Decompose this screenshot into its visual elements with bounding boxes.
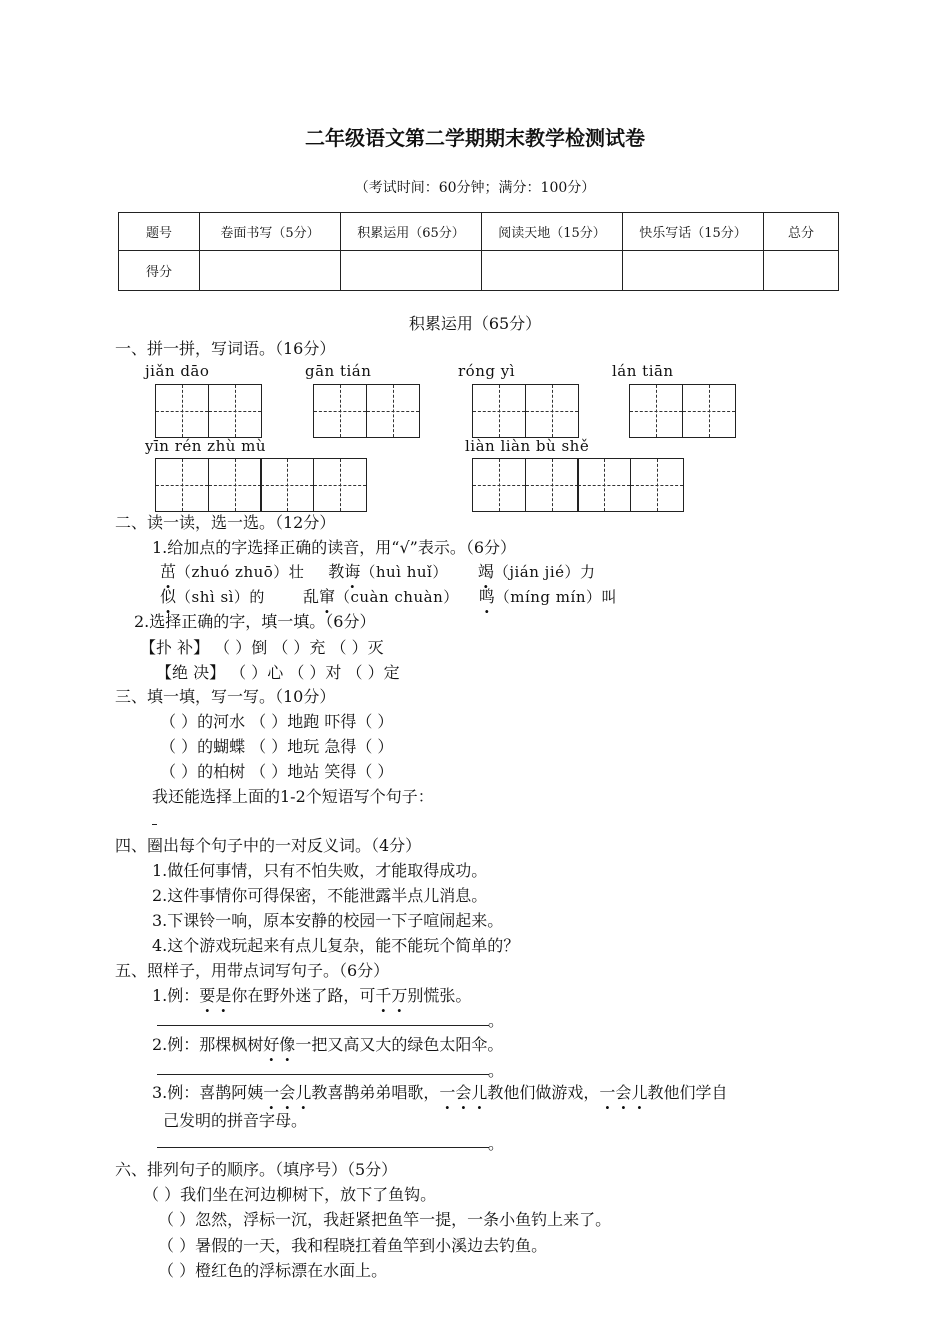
table-row-label: 得分 xyxy=(119,251,200,291)
dotted-char: 像 xyxy=(279,1035,296,1054)
example-sentence xyxy=(152,1080,727,1103)
text: 你在野外迷了路，可 xyxy=(231,986,376,1005)
q2-title: 二、读一读，选一选。（12分） xyxy=(115,513,336,532)
text: 教他们学自 xyxy=(647,1083,728,1102)
page-title: 二年级语文第二学期期末教学检测试卷 xyxy=(305,126,645,150)
example-sentence xyxy=(152,1032,503,1055)
options[interactable]: （míng mín）叫 xyxy=(494,588,617,606)
period: 。 xyxy=(488,1061,505,1080)
dotted-char: 是 xyxy=(215,986,232,1005)
score-cell[interactable] xyxy=(200,251,341,291)
q2-sub1: 1.给加点的字选择正确的读音，用“√”表示。（6分） xyxy=(152,538,517,557)
options[interactable]: （zhuó zhuō）壮 xyxy=(176,563,305,581)
options[interactable]: （jián jié）力 xyxy=(493,563,596,581)
period: 。 xyxy=(488,1011,505,1030)
text: 教喜鹊弟弟唱歌， xyxy=(311,1083,440,1102)
pinyin-label: jiǎn dāo xyxy=(145,362,210,380)
writing-grid[interactable] xyxy=(155,384,260,438)
text: 2.例：那棵枫树 xyxy=(152,1035,264,1054)
score-table xyxy=(118,212,839,291)
dotted-char: 一 xyxy=(439,1083,456,1102)
fill-row[interactable]: （ ）的柏树 （ ）地站 笑得（ ） xyxy=(160,762,394,781)
dotted-char: 要 xyxy=(199,986,216,1005)
pronunciation-row xyxy=(160,559,596,582)
text: 3.例：喜鹊阿姨 xyxy=(152,1083,264,1102)
dotted-char: 一 xyxy=(263,1083,280,1102)
list-item: 4.这个游戏玩起来有点儿复杂，能不能玩个简单的？ xyxy=(152,936,520,955)
writing-grid[interactable] xyxy=(155,458,365,512)
pinyin-label: liàn liàn bù shě xyxy=(465,437,590,455)
writing-grid[interactable] xyxy=(472,384,577,438)
fill-row[interactable]: （ ）的河水 （ ）地跑 吓得（ ） xyxy=(160,712,394,731)
answer-line[interactable] xyxy=(157,1074,489,1075)
dotted-char: 儿 xyxy=(295,1083,312,1102)
dotted-char: 万 xyxy=(391,986,408,1005)
table-header-cell: 阅读天地（15分） xyxy=(482,213,623,251)
writing-grid[interactable] xyxy=(629,384,734,438)
example-sentence xyxy=(152,983,471,1006)
pinyin-label: gān tián xyxy=(305,362,372,380)
score-cell[interactable] xyxy=(341,251,482,291)
list-item: 1.做任何事情，只有不怕失败，才能取得成功。 xyxy=(152,861,488,880)
q3-title: 三、填一填，写一写。（10分） xyxy=(115,687,336,706)
order-item[interactable]: （ ）暑假的一天，我和程晓扛着鱼竿到小溪边去钓鱼。 xyxy=(158,1236,548,1255)
writing-grid[interactable] xyxy=(313,384,418,438)
answer-line[interactable] xyxy=(157,1025,489,1026)
pinyin-label: róng yì xyxy=(458,362,516,380)
q6-title: 六、排列句子的顺序。（填序号）（5分） xyxy=(115,1160,398,1179)
answer-line[interactable] xyxy=(157,1147,489,1148)
pronunciation-row xyxy=(160,584,617,607)
table-header-cell: 题号 xyxy=(119,213,200,251)
q3-extra: 我还能选择上面的1-2个短语写个句子： xyxy=(152,787,434,806)
dotted-char: 竭 xyxy=(477,562,494,581)
text: 别慌张。 xyxy=(407,986,472,1005)
table-header-cell: 快乐写话（15分） xyxy=(623,213,764,251)
dotted-char: 一 xyxy=(599,1083,616,1102)
dotted-char: 会 xyxy=(455,1083,472,1102)
options[interactable]: （shì sì）的 xyxy=(176,588,265,606)
dotted-char: 茁 xyxy=(160,562,177,581)
score-cell[interactable] xyxy=(623,251,764,291)
section-title: 积累运用（65分） xyxy=(408,314,542,333)
options[interactable]: （cuàn chuàn） xyxy=(334,588,459,606)
answer-line[interactable] xyxy=(152,824,157,825)
dotted-char: 似 xyxy=(160,587,177,606)
table-header-cell: 积累运用（65分） xyxy=(341,213,482,251)
q1-title: 一、拼一拼，写词语。（16分） xyxy=(115,339,336,358)
char: 乱 xyxy=(302,587,319,606)
dotted-char: 千 xyxy=(375,986,392,1005)
dotted-char: 会 xyxy=(615,1083,632,1102)
dotted-char: 会 xyxy=(279,1083,296,1102)
text: 一把又高又大的绿色太阳伞。 xyxy=(295,1035,504,1054)
period: 。 xyxy=(488,1134,505,1153)
table-header-cell: 卷面书写（5分） xyxy=(200,213,341,251)
dotted-char: 儿 xyxy=(471,1083,488,1102)
options[interactable]: （huì huǐ） xyxy=(360,563,448,581)
dotted-char: 鸣 xyxy=(478,587,495,606)
text: 教他们做游戏， xyxy=(487,1083,600,1102)
q2-sub2: 2.选择正确的字，填一填。（6分） xyxy=(134,612,376,631)
table-row xyxy=(119,213,839,251)
dotted-char: 好 xyxy=(263,1035,280,1054)
dotted-char: 儿 xyxy=(631,1083,648,1102)
q5-title: 五、照样子，用带点词写句子。（6分） xyxy=(115,961,390,980)
q4-title: 四、圈出每个句子中的一对反义词。（4分） xyxy=(115,836,422,855)
order-item[interactable]: （ ）忽然，浮标一沉，我赶紧把鱼竿一提，一条小鱼钓上来了。 xyxy=(158,1210,612,1229)
order-item[interactable]: （ ）橙红色的浮标漂在水面上。 xyxy=(158,1261,388,1280)
example-continuation: 己发明的拼音字母。 xyxy=(163,1111,308,1130)
list-item: 3.下课铃一响，原本安静的校园一下子喧闹起来。 xyxy=(152,911,504,930)
writing-grid[interactable] xyxy=(472,458,682,512)
fill-row[interactable]: （ ）的蝴蝶 （ ）地玩 急得（ ） xyxy=(160,737,394,756)
exam-info: （考试时间：60分钟；满分：100分） xyxy=(354,180,596,196)
char: 教 xyxy=(328,562,345,581)
dotted-char: 诲 xyxy=(344,562,361,581)
table-row xyxy=(119,251,839,291)
pinyin-label: lán tiān xyxy=(612,362,674,380)
text: 1.例： xyxy=(152,986,200,1005)
fill-row[interactable]: 【绝 决】 （ ）心 （ ）对 （ ）定 xyxy=(156,663,400,682)
pinyin-label: yīn rén zhù mù xyxy=(145,437,267,455)
table-header-cell: 总分 xyxy=(764,213,839,251)
score-cell[interactable] xyxy=(482,251,623,291)
fill-row[interactable]: 【扑 补】 （ ）倒 （ ）充 （ ）灭 xyxy=(140,638,384,657)
order-item[interactable]: （ ）我们坐在河边柳树下，放下了鱼钩。 xyxy=(143,1185,437,1204)
dotted-char: 窜 xyxy=(318,587,335,606)
score-cell[interactable] xyxy=(764,251,839,291)
list-item: 2.这件事情你可得保密，不能泄露半点儿消息。 xyxy=(152,886,488,905)
